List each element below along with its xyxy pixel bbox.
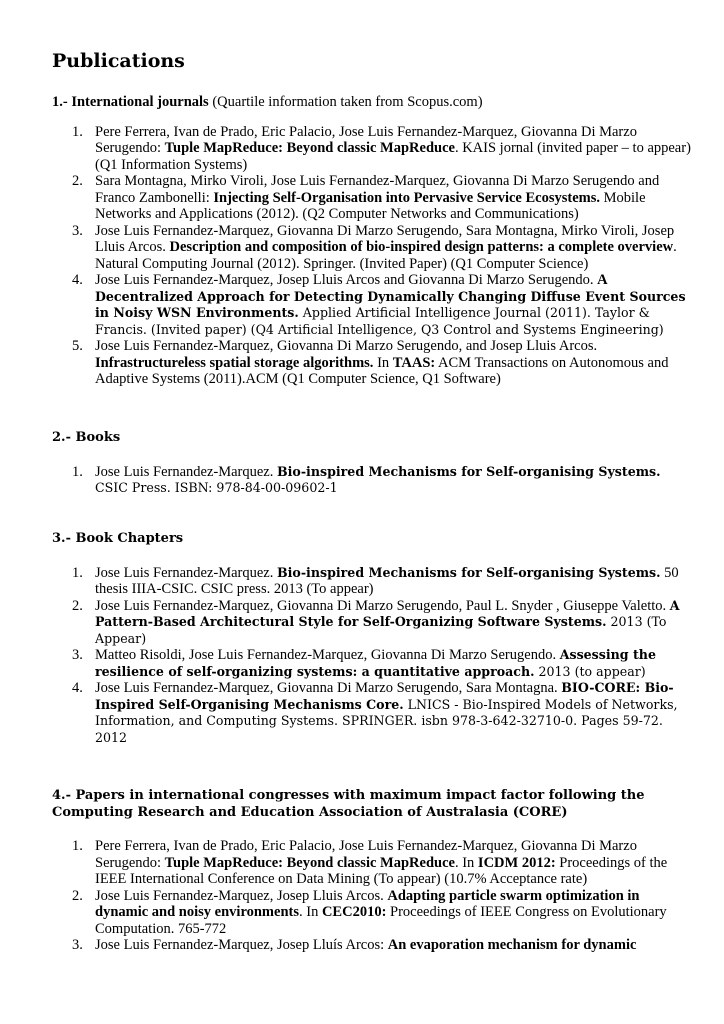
publication-item <box>52 565 692 598</box>
publication-list <box>52 464 692 497</box>
publication-item <box>52 838 692 888</box>
publication-title: CEC2010: <box>321 904 387 920</box>
publication-text: Proceedings of the IEEE International Conference on Data Mining (To appear) (10.7% Acceptance rate) <box>95 854 668 887</box>
publication-title: Adapting particle swarm optimization in dynamic and noisy environments <box>95 887 640 920</box>
publication-text: Jose Luis Fernandez-Marquez, Giovanna Di Marzo Serugendo, Sara Montagna. <box>95 680 562 696</box>
publication-text: ACM Transactions on Autonomous and Adaptive Systems (2011).ACM (Q1 Computer Science, Q1 Software) <box>95 354 669 387</box>
publication-text: Matteo Risoldi, Jose Luis Fernandez-Marquez, Giovanna Di Marzo Serugendo. <box>95 647 560 663</box>
publication-item <box>52 223 692 273</box>
publication-item <box>52 272 692 338</box>
section-book-chapters <box>52 531 692 746</box>
publication-text: CSIC Press. ISBN: 978-84-00-09602-1 <box>95 480 338 495</box>
publication-item <box>52 124 692 174</box>
publication-item <box>52 647 692 680</box>
publication-text: Jose Luis Fernandez-Marquez, Josep Lluís Arcos: <box>95 937 388 953</box>
section-congress-papers <box>52 788 692 954</box>
item-number: 2. <box>72 173 83 189</box>
publication-text: Jose Luis Fernandez-Marquez, Giovanna Di Marzo Serugendo, Paul L. Snyder , Giuseppe Valetto. <box>95 597 670 614</box>
publication-text: Jose Luis Fernandez-Marquez. <box>95 564 277 581</box>
item-number: 5. <box>72 338 83 354</box>
publication-title: Description and composition of bio-inspired design patterns: a complete overview <box>169 239 674 255</box>
publication-text: . In <box>298 904 322 920</box>
publication-item <box>52 598 692 648</box>
item-number: 4. <box>72 272 83 288</box>
publication-item <box>52 173 692 223</box>
publication-text: Jose Luis Fernandez-Marquez, Giovanna Di Marzo Serugendo, and Josep Lluis Arcos. <box>95 338 598 354</box>
item-number: 3. <box>72 647 83 663</box>
publication-item <box>52 464 692 497</box>
publication-title: BIO-CORE: Bio-Inspired Self-Organising Mechanisms Core. <box>95 680 674 712</box>
publication-text: Proceedings of IEEE Congress on Evolutionary Computation. 765-772 <box>95 904 667 937</box>
publication-text: Jose Luis Fernandez-Marquez, Josep Lluis Arcos and Giovanna Di Marzo Serugendo. <box>95 272 598 288</box>
item-number: 1. <box>72 564 83 581</box>
section-heading: 4.- Papers in international congresses with maximum impact factor following the Computing Research and Education Association of Australasia (CORE) <box>52 788 645 820</box>
item-number: 1. <box>72 838 83 854</box>
publication-text: Jose Luis Fernandez-Marquez. <box>95 463 277 480</box>
item-number: 3. <box>72 222 83 239</box>
publication-text: 2013 (To Appear) <box>95 614 667 646</box>
publication-title: Bio-inspired Mechanisms for Self-organising Systems. <box>277 463 661 479</box>
section-international-journals <box>52 94 692 388</box>
item-number: 3. <box>72 937 83 953</box>
publication-text: LNICS - Bio-Inspired Models of Networks, Information, and Computing Systems. SPRINGER. isbn 978-3-642-32710-0. Pages 59-72. 2012 <box>95 696 678 745</box>
publication-text: Applied Artificial Intelligence Journal (2011). Taylor & Francis. (Invited paper) (Q4 Artificial Intelligence, Q3 Control and Systems Engineering) <box>95 305 664 337</box>
publication-text: 2013 (to appear) <box>534 663 646 679</box>
publication-text: Mobile Networks and Applications (2012). (Q2 Computer Networks and Communications) <box>95 189 646 222</box>
section-heading: 1.- International journals (Quartile information taken from Scopus.com) <box>52 94 483 110</box>
item-number: 1. <box>72 463 83 480</box>
section-books <box>52 430 692 497</box>
publication-item <box>52 338 692 388</box>
publication-list <box>52 838 692 954</box>
publication-title: Injecting Self-Organisation into Pervasive Service Ecosystems. <box>213 189 600 206</box>
publication-text: . KAIS jornal (invited paper – to appear) (Q1 Information Systems) <box>95 140 691 173</box>
publication-item <box>52 888 692 938</box>
publication-title: ICDM 2012: <box>477 854 556 871</box>
publication-text: . Natural Computing Journal (2012). Springer. (Invited Paper) (Q1 Computer Science) <box>95 239 677 272</box>
publication-text: In <box>373 354 393 371</box>
item-number: 2. <box>72 597 83 614</box>
item-number: 1. <box>72 123 83 140</box>
publication-text: 50 thesis IIIA-CSIC. CSIC press. 2013 (To appear) <box>95 564 679 597</box>
publication-title: A Pattern-Based Architectural Style for Self-Organizing Software Systems. <box>95 597 680 629</box>
publication-item <box>52 937 692 954</box>
publication-text: Pere Ferrera, Ivan de Prado, Eric Palacio, Jose Luis Fernandez-Marquez, Giovanna Di Marzo Serugendo: <box>95 123 637 156</box>
publication-title: TAAS: <box>392 354 436 371</box>
section-heading: 3.- Book Chapters <box>52 531 184 546</box>
publication-text: Pere Ferrera, Ivan de Prado, Eric Palacio, Jose Luis Fernandez-Marquez, Giovanna Di Marzo Serugendo: <box>95 838 637 871</box>
publication-item <box>52 680 692 746</box>
publication-text: Jose Luis Fernandez-Marquez, Josep Lluis Arcos. <box>95 887 388 904</box>
publication-text: . In <box>454 854 478 871</box>
section-heading: 2.- Books <box>52 430 121 445</box>
publication-text: Jose Luis Fernandez-Marquez, Giovanna Di Marzo Serugendo, Sara Montagna, Mirko Viroli, Josep Lluis Arcos. <box>95 222 675 255</box>
item-number: 4. <box>72 680 83 696</box>
publication-list <box>52 124 692 388</box>
publication-title: Bio-inspired Mechanisms for Self-organising Systems. <box>277 564 661 580</box>
publication-list <box>52 565 692 747</box>
publication-text: Sara Montagna, Mirko Viroli, Jose Luis Fernandez-Marquez, Giovanna Di Marzo Serugendo and Franco Zambonelli: <box>95 173 660 206</box>
publication-title: Tuple MapReduce: Beyond classic MapReduce <box>164 140 455 156</box>
publication-title: A <box>597 272 607 288</box>
publication-title: Assessing the resilience of self-organizing systems: a quantitative approach. <box>95 647 656 679</box>
publication-title: Decentralized Approach for Detecting Dynamically Changing Diffuse Event Sources in Noisy WSN Environments. <box>95 288 686 320</box>
publication-title: Infrastructureless spatial storage algorithms. <box>95 354 374 371</box>
item-number: 2. <box>72 887 83 904</box>
page-title: Publications <box>52 50 185 72</box>
publication-title: Tuple MapReduce: Beyond classic MapReduce <box>164 854 455 871</box>
publication-title: An evaporation mechanism for dynamic <box>387 937 637 953</box>
